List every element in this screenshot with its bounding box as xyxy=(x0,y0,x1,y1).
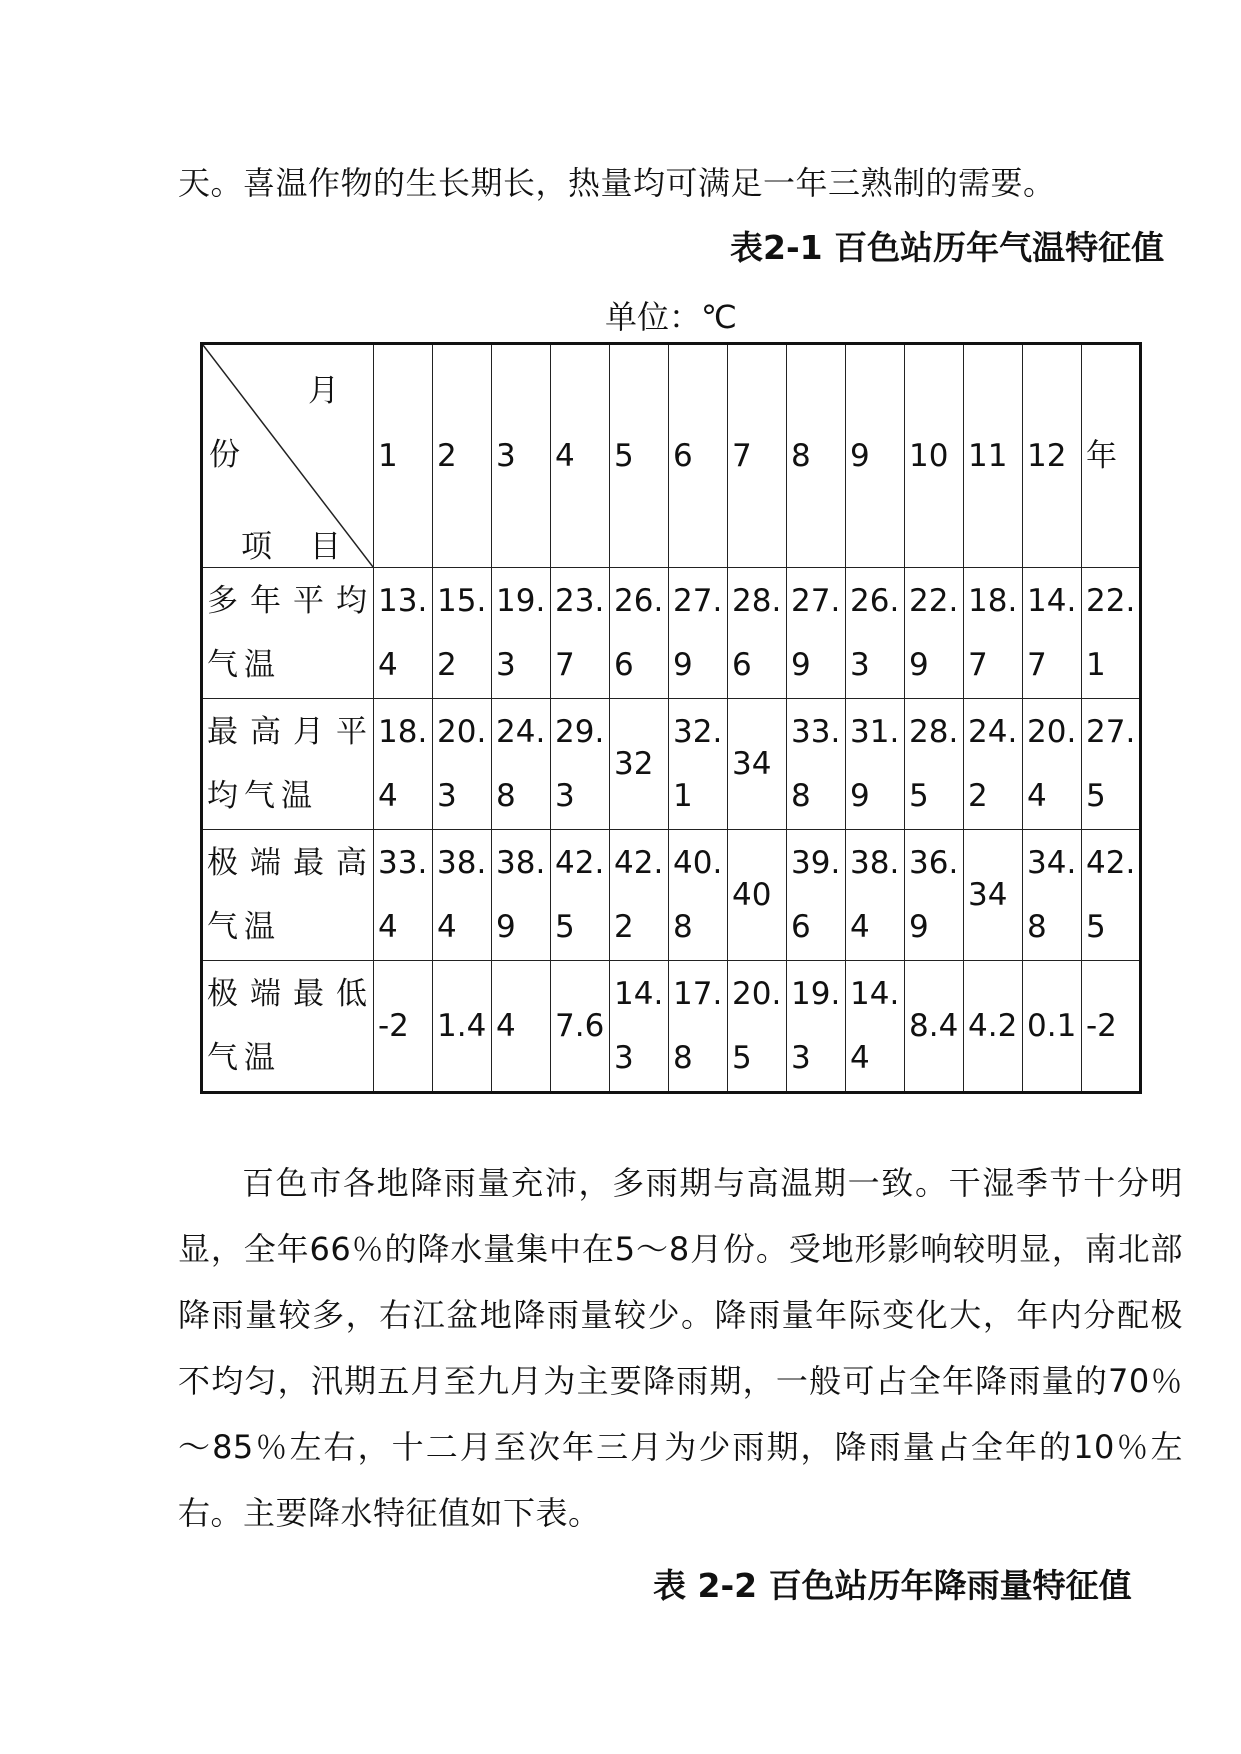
table-cell: -2 xyxy=(1082,961,1141,1093)
table-cell: 17.8 xyxy=(669,961,728,1093)
table-cell: 32.1 xyxy=(669,699,728,830)
table-cell: 20.5 xyxy=(728,961,787,1093)
middle-paragraph: 百色市各地降雨量充沛，多雨期与高温期一致。干湿季节十分明显，全年66％的降水量集中在5～8月份。受地形影响较明显，南北部降雨量较多，右江盆地降雨量较少。降雨量年际变化大，年内分配极不均匀，汛期五月至九月为主要降雨期，一般可占全年降雨量的70％～85％左右，十二月至次年三月为少雨期，降雨量占全年的10％左右。主要降水特征值如下表。 xyxy=(178,1164,1183,1532)
row-label: 极端最低气温 xyxy=(202,961,374,1093)
column-header: 4 xyxy=(551,344,610,568)
table-row xyxy=(202,699,1141,830)
table-cell: 34 xyxy=(964,830,1023,961)
column-header: 6 xyxy=(669,344,728,568)
table-cell: 8.4 xyxy=(905,961,964,1093)
table-cell: 7.6 xyxy=(551,961,610,1093)
table-cell: 33.4 xyxy=(374,830,433,961)
table-cell: 19.3 xyxy=(492,568,551,699)
table-cell: 40 xyxy=(728,830,787,961)
table-row xyxy=(202,830,1141,961)
table-cell: 33.8 xyxy=(787,699,846,830)
top-paragraph: 天。喜温作物的生长期长，热量均可满足一年三熟制的需要。 xyxy=(178,164,1056,202)
table-cell: 20.3 xyxy=(433,699,492,830)
column-header: 5 xyxy=(610,344,669,568)
table-cell: 26.6 xyxy=(610,568,669,699)
table-cell: 27.9 xyxy=(669,568,728,699)
table-cell: 38.9 xyxy=(492,830,551,961)
table-cell: 24.8 xyxy=(492,699,551,830)
table-row xyxy=(202,961,1141,1093)
table1-unit: 单位：℃ xyxy=(605,298,737,336)
table-cell: 38.4 xyxy=(846,830,905,961)
table-cell: 18.4 xyxy=(374,699,433,830)
table-cell: 31.9 xyxy=(846,699,905,830)
table-cell: 23.7 xyxy=(551,568,610,699)
header-corner-item: 项 目 xyxy=(241,529,355,565)
temperature-table xyxy=(200,342,1142,1094)
table-cell: 15.2 xyxy=(433,568,492,699)
table-cell: 34.8 xyxy=(1023,830,1082,961)
header-corner-cell xyxy=(202,344,374,568)
column-header: 2 xyxy=(433,344,492,568)
table1-title: 表2-1 百色站历年气温特征值 xyxy=(730,228,1165,267)
table-cell: 42.2 xyxy=(610,830,669,961)
column-header: 9 xyxy=(846,344,905,568)
table-cell: 14.4 xyxy=(846,961,905,1093)
column-header: 8 xyxy=(787,344,846,568)
table-cell: 14.7 xyxy=(1023,568,1082,699)
table-cell: 42.5 xyxy=(551,830,610,961)
table-cell: 13.4 xyxy=(374,568,433,699)
table-header-row xyxy=(202,344,1141,568)
column-header: 年 xyxy=(1082,344,1141,568)
column-header: 11 xyxy=(964,344,1023,568)
table-cell: 4 xyxy=(492,961,551,1093)
table-cell: 42.5 xyxy=(1082,830,1141,961)
table-cell: 22.9 xyxy=(905,568,964,699)
table-cell: 28.6 xyxy=(728,568,787,699)
row-label: 多年平均气温 xyxy=(202,568,374,699)
table-cell: 29.3 xyxy=(551,699,610,830)
table-cell: 27.9 xyxy=(787,568,846,699)
column-header: 12 xyxy=(1023,344,1082,568)
table-cell: 19.3 xyxy=(787,961,846,1093)
table-cell: 18.7 xyxy=(964,568,1023,699)
table-cell: 39.6 xyxy=(787,830,846,961)
table-cell: 26.3 xyxy=(846,568,905,699)
table-cell: 40.8 xyxy=(669,830,728,961)
table2-title: 表 2-2 百色站历年降雨量特征值 xyxy=(653,1566,1132,1605)
table-cell: 36.9 xyxy=(905,830,964,961)
column-header: 1 xyxy=(374,344,433,568)
table-cell: 24.2 xyxy=(964,699,1023,830)
header-corner-fen: 份 xyxy=(209,437,240,473)
table-cell: -2 xyxy=(374,961,433,1093)
row-label: 最高月平均气温 xyxy=(202,699,374,830)
column-header: 10 xyxy=(905,344,964,568)
table-row xyxy=(202,568,1141,699)
header-corner-month: 月 xyxy=(308,373,339,409)
table-cell: 27.5 xyxy=(1082,699,1141,830)
column-header: 7 xyxy=(728,344,787,568)
table-cell: 32 xyxy=(610,699,669,830)
table-cell: 14.3 xyxy=(610,961,669,1093)
table-cell: 38.4 xyxy=(433,830,492,961)
table-cell: 4.2 xyxy=(964,961,1023,1093)
table-cell: 28.5 xyxy=(905,699,964,830)
table-cell: 0.1 xyxy=(1023,961,1082,1093)
table-cell: 20.4 xyxy=(1023,699,1082,830)
row-label: 极端最高气温 xyxy=(202,830,374,961)
table-cell: 22.1 xyxy=(1082,568,1141,699)
table-cell: 1.4 xyxy=(433,961,492,1093)
column-header: 3 xyxy=(492,344,551,568)
table-cell: 34 xyxy=(728,699,787,830)
